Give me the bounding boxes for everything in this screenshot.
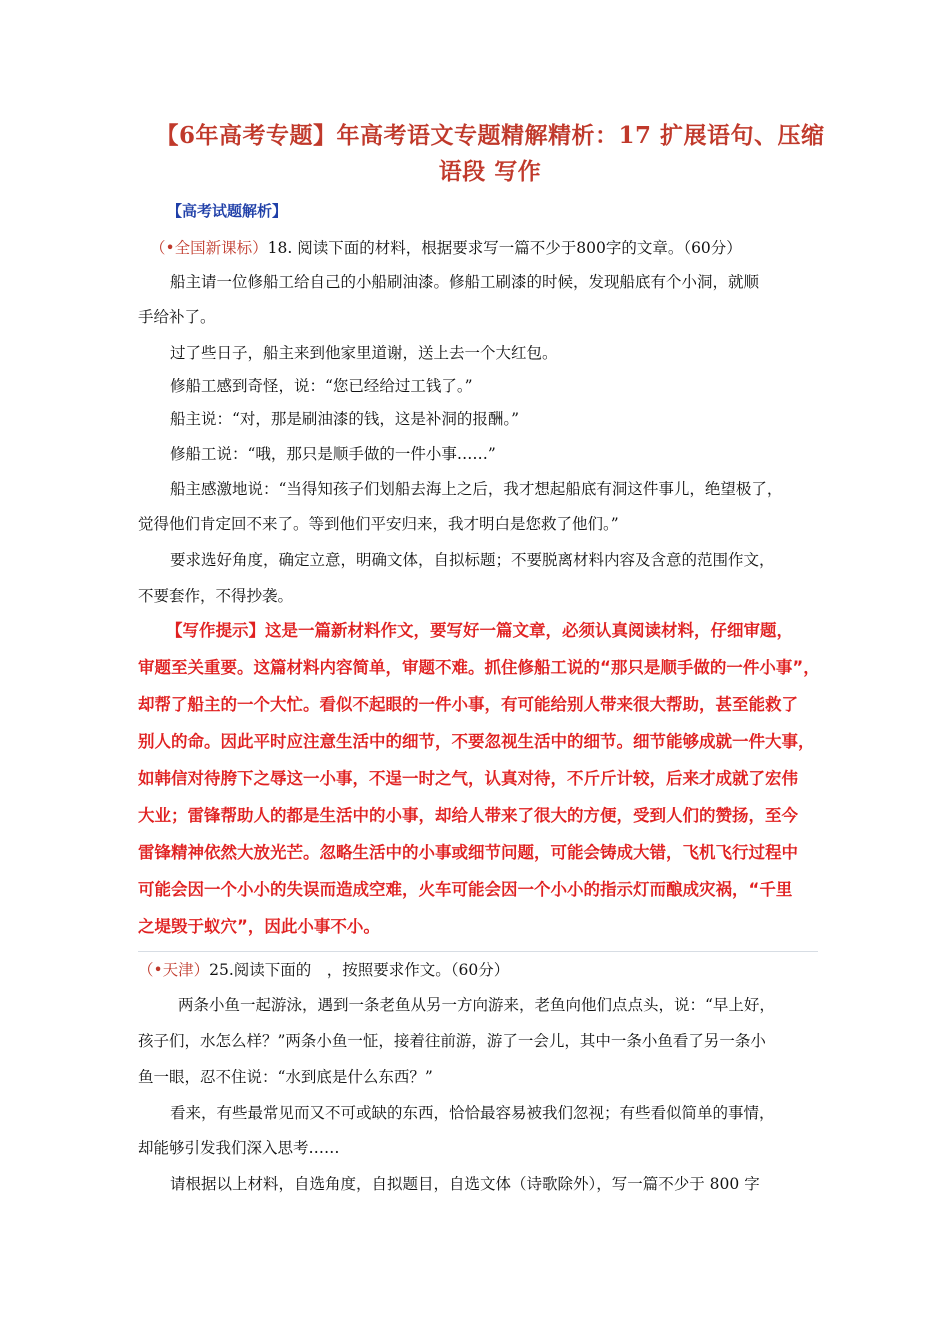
paragraph-line: 觉得他们肯定回不来了。等到他们平安归来，我才明白是您救了他们。” <box>138 515 619 533</box>
q2-heading <box>138 958 509 982</box>
q1-source: （•全国新课标） <box>150 239 268 257</box>
paragraph-line: 船主说：“对，那是刷油漆的钱，这是补洞的报酬。” <box>170 410 520 428</box>
paragraph-line: 请根据以上材料，自选角度，自拟题目，自选文体（诗歌除外），写一篇不少于 800 字 <box>170 1175 760 1193</box>
hint-line: 大业；雷锋帮助人的都是生活中的小事，却给人带来了很大的方便，受到人们的赞扬，至今 <box>138 806 798 825</box>
hint-line: 审题至关重要。这篇材料内容简单，审题不难。抓住修船工说的“那只是顺手做的一件小事”， <box>138 658 820 677</box>
paragraph-line: 鱼一眼，忍不住说：“水到底是什么东西？” <box>138 1068 433 1086</box>
paragraph-line: 两条小鱼一起游泳，遇到一条老鱼从另一方向游来，老鱼向他们点点头，说：“早上好， <box>178 996 775 1014</box>
paragraph-line: 却能够引发我们深入思考…… <box>138 1139 340 1157</box>
document-title <box>150 118 830 190</box>
hint-line: 雷锋精神依然大放光芒。忽略生活中的小事或细节问题，可能会铸成大错，飞机飞行过程中 <box>138 843 798 862</box>
writing-hint <box>138 612 818 952</box>
paragraph-line: 要求选好角度，确定立意，明确文体，自拟标题；不要脱离材料内容及含意的范围作文， <box>170 551 775 569</box>
paragraph-line: 孩子们，水怎么样？”两条小鱼一怔，接着往前游，游了一会儿，其中一条小鱼看了另一条小 <box>138 1032 766 1050</box>
title-line-2: 语段 写作 <box>438 158 542 185</box>
hint-line: 如韩信对待胯下之辱这一小事，不逞一时之气，认真对待，不斤斤计较，后来才成就了宏伟 <box>138 769 798 788</box>
hint-line: 可能会因一个小小的失误而造成空难，火车可能会因一个小小的指示灯而酿成灾祸，“千里 <box>138 880 793 899</box>
hint-line: 之堤毁于蚁穴”，因此小事不小。 <box>138 917 380 936</box>
section-label: 【高考试题解析】 <box>167 202 288 220</box>
paragraph-line: 看来，有些最常见而又不可或缺的东西，恰恰最容易被我们忽视；有些看似简单的事情， <box>170 1104 775 1122</box>
paragraph-line: 船主感激地说：“当得知孩子们划船去海上之后，我才想起船底有洞这件事儿，绝望极了， <box>170 480 783 498</box>
q2-source: （•天津） <box>138 961 210 979</box>
hint-line: 别人的命。因此平时应注意生活中的细节，不要忽视生活中的细节。细节能够成就一件大事， <box>138 732 815 751</box>
title-line-1: 【6年高考专题】年高考语文专题精解精析：17 扩展语句、压缩 <box>155 122 825 149</box>
paragraph-line: 修船工说：“哦，那只是顺手做的一件小事……” <box>170 445 496 463</box>
paragraph-line: 船主请一位修船工给自己的小船刷油漆。修船工刷漆的时候，发现船底有个小洞，就顺 <box>170 273 760 291</box>
q2-prompt: 25.阅读下面的 ，按照要求作文。（60分） <box>209 961 510 979</box>
paragraph-line: 不要套作，不得抄袭。 <box>138 587 294 605</box>
paragraph-line: 过了些日子，船主来到他家里道谢，送上去一个大红包。 <box>170 344 558 362</box>
q1-heading <box>150 236 742 260</box>
paragraph-line: 手给补了。 <box>138 308 216 326</box>
hint-line: 【写作提示】这是一篇新材料作文，要写好一篇文章，必须认真阅读材料，仔细审题， <box>166 621 793 640</box>
q1-prompt: 18. 阅读下面的材料，根据要求写一篇不少于800字的文章。（60分） <box>267 239 742 257</box>
hint-line: 却帮了船主的一个大忙。看似不起眼的一件小事，有可能给别人带来很大帮助，甚至能救了 <box>138 695 798 714</box>
paragraph-line: 修船工感到奇怪，说：“您已经给过工钱了。” <box>170 377 473 395</box>
